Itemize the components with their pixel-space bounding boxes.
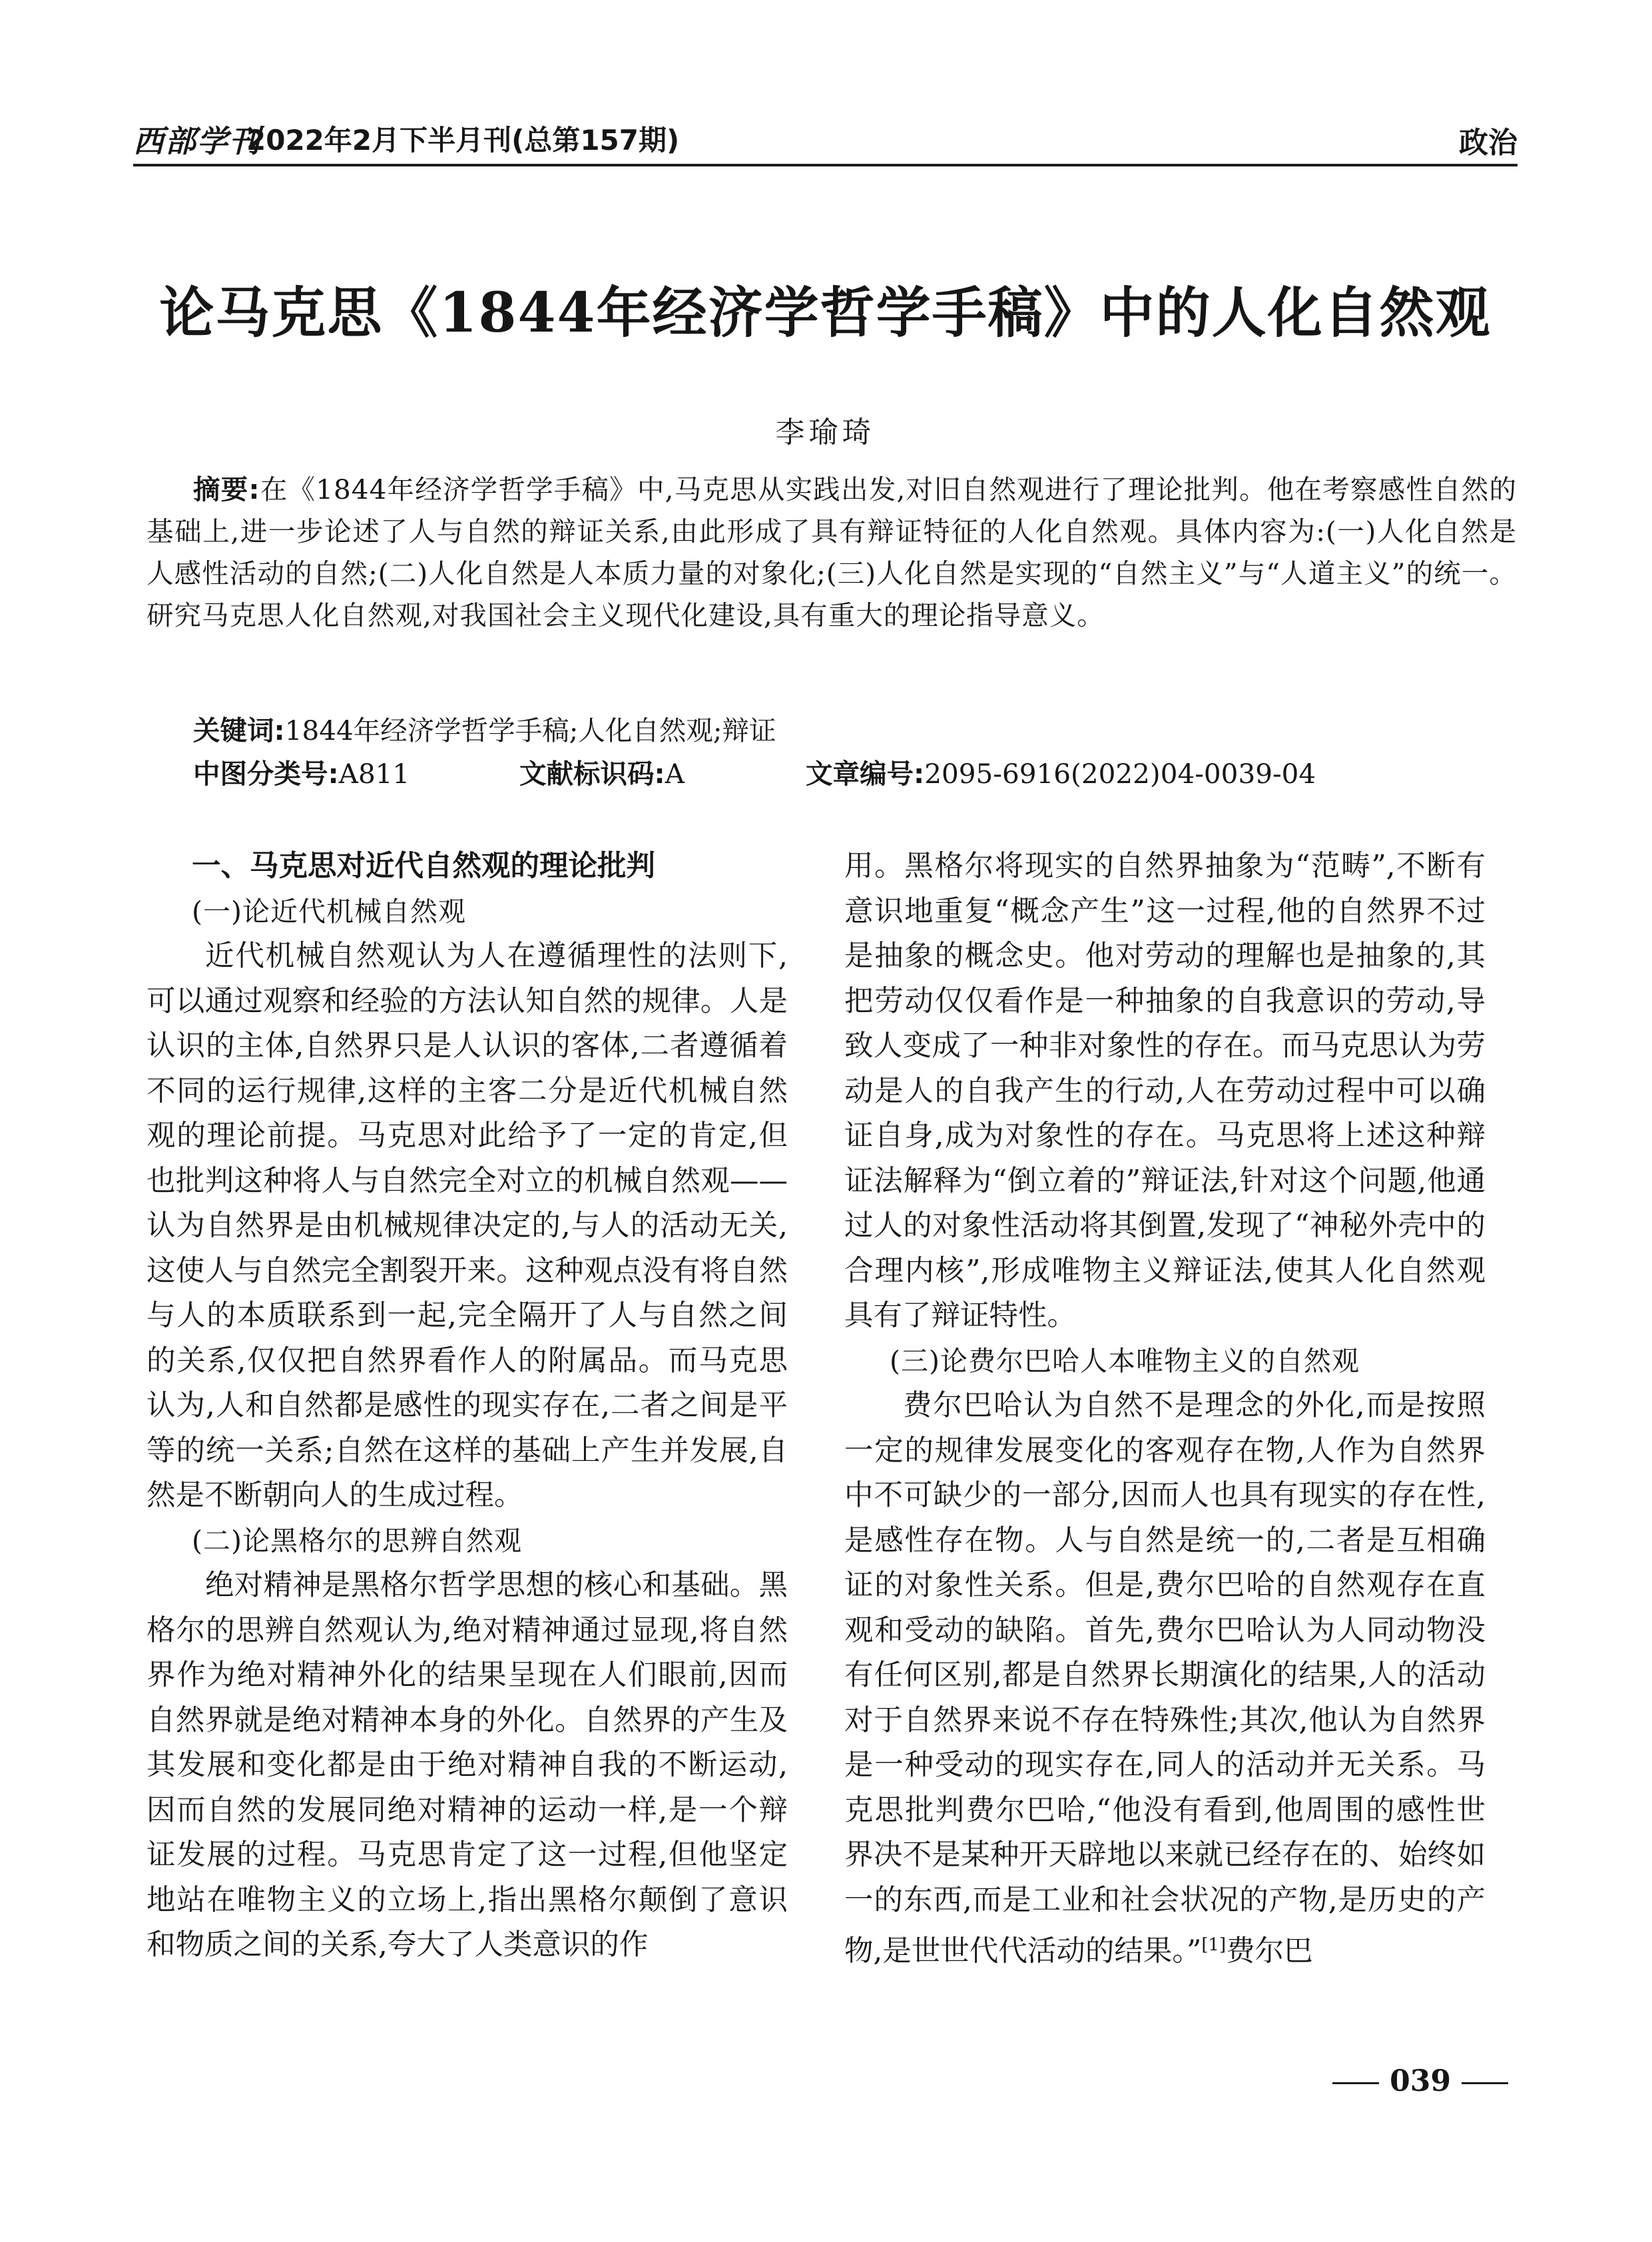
articleno-value: 2095-6916(2022)04-0039-04 xyxy=(924,758,1316,790)
right-column xyxy=(844,844,1486,1974)
keywords-text: 1844年经济学哲学手稿;人化自然观;辩证 xyxy=(284,714,776,746)
issue-info: 2022年2月下半月刊(总第157期) xyxy=(246,124,680,156)
sub3-paragraph xyxy=(844,1384,1486,1974)
page-number: 039 xyxy=(1390,2064,1451,2098)
sub3-text: 费尔巴哈认为自然不是理念的外化,而是按照一定的规律发展变化的客观存在物,人作为自然界中不可缺少的一部分,因而人也具有现实的存在性,是感性存在物。人与自然是统一的,二者是互相确证的对象性关系。但是,费尔巴哈的自然观存在直观和受动的缺陷。首先,费尔巴哈认为人同动物没有任何区别,都是自然界长期演化的结果,人的活动对于自然界来说不存在特殊性;其次,他认为自然界是一种受动的现实存在,同人的活动并无关系。马克思批判费尔巴哈,“他没有看到,他周围的感性世界决不是某种开天辟地以来就已经存在的、始终如一的东西,而是工业和社会状况的产物,是历史的产物,是世世代代活动的结果。” xyxy=(844,1389,1486,1968)
footer-dash-left xyxy=(1332,2082,1379,2084)
page-footer xyxy=(1322,2064,1519,2098)
sub2-paragraph: 绝对精神是黑格尔哲学思想的核心和基础。黑格尔的思辨自然观认为,绝对精神通过显现,将自然界作为绝对精神外化的结果呈现在人们眼前,因而自然界就是绝对精神本身的外化。自然界的产生及其发展和变化都是由于绝对精神自我的不断运动,因而自然的发展同绝对精神的运动一样,是一个辩证发展的过程。马克思肯定了这一过程,但他坚定地站在唯物主义的立场上,指出黑格尔颠倒了意识和物质之间的关系,夸大了人类意识的作 xyxy=(146,1569,788,1962)
left-column xyxy=(146,844,788,1968)
abstract-label: 摘要: xyxy=(193,473,260,505)
sub2-paragraph-continued: 用。黑格尔将现实的自然界抽象为“范畴”,不断有意识地重复“概念产生”这一过程,他的自然界不过是抽象的概念史。他对劳动的理解也是抽象的,其把劳动仅仅看作是一种抽象的自我意识的劳动,导致人变成了一种非对象性的存在。而马克思认为劳动是人的自我产生的行动,人在劳动过程中可以确证自身,成为对象性的存在。马克思将上述这种辩证法解释为“倒立着的”辩证法,针对这个问题,他通过人的对象性活动将其倒置,发现了“神秘外壳中的合理内核”,形成唯物主义辩证法,使其人化自然观具有了辩证特性。 xyxy=(844,850,1486,1332)
article-author: 李瑜琦 xyxy=(775,416,876,449)
footer-dash-right xyxy=(1462,2082,1508,2084)
articleno-label: 文章编号: xyxy=(806,758,925,790)
clc-item xyxy=(193,753,410,795)
article-meta xyxy=(193,753,1518,795)
sub3-tail: 费尔巴 xyxy=(1226,1934,1313,1968)
keywords-label: 关键词: xyxy=(193,714,285,746)
journal-logo: 西部学刊 xyxy=(133,123,261,159)
citation-ref[interactable]: [1] xyxy=(1201,1935,1227,1955)
section1-heading: 一、马克思对近代自然观的理论批判 xyxy=(192,850,655,883)
clc-value: A811 xyxy=(338,758,410,790)
article-title: 论马克思《1844年经济学哲学手稿》中的人化自然观 xyxy=(159,281,1492,345)
keywords xyxy=(193,710,1518,752)
sub3-heading: (三)论费尔巴哈人本唯物主义的自然观 xyxy=(890,1344,1360,1377)
doccode-label: 文献标识码: xyxy=(519,758,665,790)
doccode-item xyxy=(519,753,685,795)
abstract-text: 在《1844年经济学哲学手稿》中,马克思从实践出发,对旧自然观进行了理论批判。他在考察感性自然的基础上,进一步论述了人与自然的辩证关系,由此形成了具有辩证特征的人化自然观。具体内容为:(一)人化自然是人感性活动的自然;(二)人化自然是人本质力量的对象化;(三)人化自然是实现的“自然主义”与“人道主义”的统一。研究马克思人化自然观,对我国社会主义现代化建设,具有重大的理论指导意义。 xyxy=(146,473,1517,631)
doccode-value: A xyxy=(665,758,685,790)
sub2-heading: (二)论黑格尔的思辨自然观 xyxy=(192,1524,522,1557)
clc-label: 中图分类号: xyxy=(193,758,339,790)
sub1-heading: (一)论近代机械自然观 xyxy=(192,895,466,928)
running-header xyxy=(133,112,1517,166)
articleno-item xyxy=(806,753,1316,795)
section-tag: 政治 xyxy=(1459,126,1517,160)
sub1-paragraph: 近代机械自然观认为人在遵循理性的法则下,可以通过观察和经验的方法认知自然的规律。人是认识的主体,自然界只是人认识的客体,二者遵循着不同的运行规律,这样的主客二分是近代机械自然观的理论前提。马克思对此给予了一定的肯定,但也批判这种将人与自然完全对立的机械自然观——认为自然界是由机械规律决定的,与人的活动无关,这使人与自然完全割裂开来。这种观点没有将自然与人的本质联系到一起,完全隔开了人与自然之间的关系,仅仅把自然界看作人的附属品。而马克思认为,人和自然都是感性的现实存在,二者之间是平等的统一关系;自然在这样的基础上产生并发展,自然是不断朝向人的生成过程。 xyxy=(146,940,788,1512)
abstract xyxy=(146,469,1517,637)
